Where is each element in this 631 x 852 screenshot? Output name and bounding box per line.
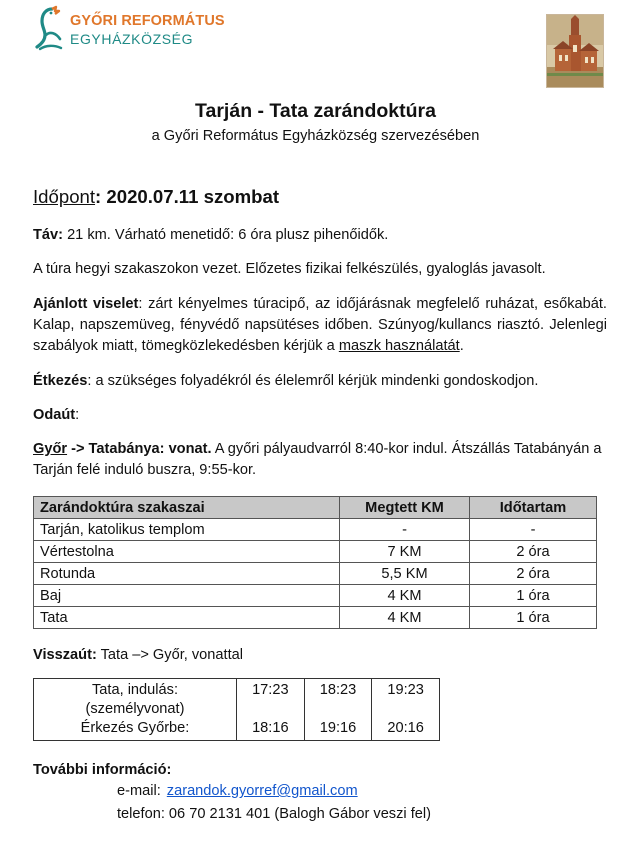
food-text: : a szükséges folyadékról és élelemről kérjük mindenki gondoskodjon. (87, 373, 539, 389)
arrival-time: 20:16 (387, 720, 424, 736)
header-duration: Időtartam (470, 497, 597, 519)
more-info-heading: További információ: (33, 762, 172, 778)
train-info-paragraph (33, 439, 607, 481)
header-km: Megtett KM (340, 497, 470, 519)
distance-label: Táv: (33, 227, 64, 243)
arrival-time: 18:16 (252, 720, 289, 736)
train-route: -> Tatabánya: vonat. (67, 441, 212, 457)
stage-name: Tarján, katolikus templom (34, 519, 340, 541)
table-row (34, 519, 597, 541)
table-row (34, 585, 597, 607)
stage-km: 5,5 KM (340, 563, 470, 585)
logo-text-line2: EGYHÁZKÖZSÉG (70, 31, 194, 47)
email-line (117, 783, 358, 799)
terrain-paragraph: A túra hegyi szakaszokon vezet. Előzetes fizikai felkészülés, gyaloglás javasolt. (33, 261, 546, 277)
church-painting-image (546, 14, 604, 88)
stage-duration: 2 óra (470, 541, 597, 563)
departure-time: 18:23 (319, 682, 357, 698)
page-subtitle: a Győri Református Egyházközség szervezésében (151, 128, 480, 144)
stage-name: Rotunda (34, 563, 340, 585)
departure-time: 19:23 (387, 682, 424, 698)
trains-labels-cell (34, 679, 237, 741)
stage-name: Vértestolna (34, 541, 340, 563)
rooster-logo-icon (34, 5, 64, 51)
departure-label: Tata, indulás: (92, 682, 178, 698)
stage-duration: 1 óra (470, 607, 597, 629)
return-text: Tata –> Győr, vonattal (96, 647, 243, 663)
clothing-end: . (459, 338, 464, 354)
stage-duration: 1 óra (470, 585, 597, 607)
clothing-text: : zárt kényelmes túracipő, az időjárásnak megfelelő ruházat, esőkabát. Kalap, napszemüveg, fényvédő napsütéses időben. Szúnyog/kullancs riasztó. Jelenlegi szabályok miatt, tömegközlekedésben kérjük a (33, 296, 607, 354)
arrival-time: 19:16 (319, 720, 357, 736)
train-cell (372, 679, 440, 741)
table-row (34, 541, 597, 563)
trains-row (34, 679, 440, 741)
page-title: Tarján - Tata zarándoktúra (195, 100, 436, 122)
email-label: e-mail: (117, 783, 161, 799)
train-cell (237, 679, 305, 741)
email-link[interactable]: zarandok.gyorref@gmail.com (166, 783, 358, 799)
date-line (33, 186, 279, 208)
phone-line: telefon: 06 70 2131 401 (Balogh Gábor veszi fel) (117, 806, 431, 822)
date-value: : 2020.07.11 szombat (95, 186, 280, 207)
return-trains-table (33, 678, 440, 741)
stage-duration: - (470, 519, 597, 541)
mask-text: maszk használatát (338, 338, 460, 354)
church-icon (547, 15, 603, 87)
stage-km: - (340, 519, 470, 541)
date-label: Időpont (33, 186, 96, 207)
food-paragraph (33, 371, 607, 392)
train-cell (304, 679, 372, 741)
clothing-label: Ajánlott viselet (33, 296, 139, 312)
church-logo (34, 5, 225, 53)
stage-name: Baj (34, 585, 340, 607)
outbound-heading (33, 405, 607, 426)
header-stage: Zarándoktúra szakaszai (34, 497, 340, 519)
return-label: Visszaút: (33, 647, 97, 663)
stage-name: Tata (34, 607, 340, 629)
train-text: A győri pályaudvarról 8:40-kor indul. Átszállás Tatabányán a Tarján felé induló buszra, 9:55-kor. (33, 441, 602, 478)
stages-table (33, 496, 597, 629)
stage-km: 7 KM (340, 541, 470, 563)
arrival-label: Érkezés Győrbe: (80, 720, 190, 736)
table-row (34, 607, 597, 629)
stages-header-row (34, 497, 597, 519)
table-row (34, 563, 597, 585)
outbound-colon: : (75, 407, 80, 423)
clothing-paragraph (33, 294, 607, 357)
outbound-label: Odaút (33, 407, 76, 423)
stage-km: 4 KM (340, 585, 470, 607)
train-type-label: (személyvonat) (85, 701, 185, 717)
distance-paragraph (33, 225, 607, 246)
logo-text-line1: GYŐRI REFORMÁTUS (70, 13, 225, 29)
distance-text: 21 km. Várható menetidő: 6 óra plusz pihenőidők. (63, 227, 389, 243)
stage-duration: 2 óra (470, 563, 597, 585)
train-from: Győr (33, 441, 68, 457)
return-paragraph (33, 645, 607, 666)
food-label: Étkezés (33, 373, 88, 389)
departure-time: 17:23 (252, 682, 289, 698)
stage-km: 4 KM (340, 607, 470, 629)
